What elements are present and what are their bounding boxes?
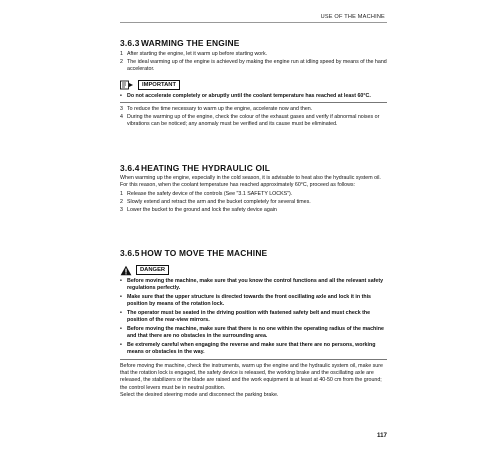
danger-notice: [120, 264, 169, 276]
step-text: The ideal warming up of the engine is achieved by making the engine run at idling speed by means of the hand accelerator.: [127, 59, 387, 73]
danger-bullet: [120, 342, 387, 356]
section-number: 3.6.3: [120, 38, 140, 48]
danger-bullet: [120, 326, 387, 340]
danger-bullet: [120, 278, 387, 292]
danger-bullet: [120, 310, 387, 324]
important-bullet: [120, 93, 387, 100]
step-text: Release the safety device of the controls (See "3.1 SAFETY LOCKS").: [127, 191, 293, 197]
bullet-icon: •: [120, 278, 122, 284]
important-label: IMPORTANT: [138, 80, 180, 90]
section-heading-move-machine: [120, 248, 267, 258]
step-item: [120, 191, 387, 198]
section-number: 3.6.5: [120, 248, 140, 258]
step-item: [120, 59, 387, 73]
step-item: [120, 199, 387, 206]
step-text: Slowly extend and retract the arm and the bucket completely for several times.: [127, 199, 311, 205]
step-item: [120, 207, 387, 214]
danger-text: Make sure that the upper structure is directed towards the front oscillating axle and lock it in this position by means of the rotation lock.: [127, 294, 372, 308]
bullet-icon: •: [120, 93, 122, 99]
section-number: 3.6.4: [120, 163, 140, 173]
section-title: WARMING THE ENGINE: [141, 38, 240, 48]
danger-text: Before moving the machine, make sure that you know the control functions and all the relevant safety regulations perfectly.: [127, 278, 384, 292]
danger-bullet: [120, 294, 387, 308]
step-text: During the warming up of the engine, check the colour of the exhaust gases and verify if abnormal noises or vibrations can be noticed; any anomaly must be verified and its cause must be eliminated.: [127, 114, 380, 128]
section-title: HOW TO MOVE THE MACHINE: [141, 248, 268, 258]
section-heading-heating-oil: [120, 163, 270, 173]
header-rule: [120, 22, 387, 23]
danger-text: Be extremely careful when engaging the reverse and make sure that there are no persons, working means or obstacles in the way.: [127, 342, 376, 356]
bullet-icon: •: [120, 294, 122, 300]
section-body: Before moving the machine, check the instruments, warm up the engine and the hydraulic system oil, make sure that the rotation lock is engaged, the safety device is released, the working brake and the oscillating axle are released, the stabilizers or the blade are raised and the work equipment is at least at 40-50 cm from the ground; the control levers must be in neutral position.: [120, 363, 383, 391]
step-number: 1: [120, 191, 123, 197]
step-item: [120, 114, 387, 128]
section-last-line: Select the desired steering mode and disconnect the parking brake.: [120, 392, 279, 398]
step-number: 3: [120, 106, 123, 112]
section-intro: When warming up the engine, especially in the cold season, it is advisable to heat also the hydraulic system oil. For this reason, when the coolant temperature has reached approximately 60°C, proceed as follows:: [120, 175, 381, 189]
step-text: After starting the engine, let it warm up before starting work.: [127, 51, 268, 57]
step-number: 4: [120, 114, 123, 120]
danger-label: DANGER: [136, 265, 169, 275]
important-text: Do not accelerate completely or abruptly until the coolant temperature has reached at least 60°C.: [127, 93, 371, 99]
step-number: 1: [120, 51, 123, 57]
pointing-hand-icon: [120, 80, 134, 90]
warning-triangle-icon: [120, 265, 132, 276]
step-text: To reduce the time necessary to warm up the engine, accelerate now and then.: [127, 106, 313, 112]
danger-text: Before moving the machine, make sure that there is no one within the operating radius of the machine and that there are no obstacles in the surrounding area.: [127, 326, 384, 340]
section-title: HEATING THE HYDRAULIC OIL: [141, 163, 271, 173]
step-text: Lower the bucket to the ground and lock the safety device again: [127, 207, 277, 213]
step-number: 2: [120, 199, 123, 205]
bullet-icon: •: [120, 326, 122, 332]
notice-rule: [120, 102, 387, 103]
page-number: 117: [377, 432, 387, 439]
notice-rule: [120, 359, 387, 360]
danger-text: The operator must be seated in the driving position with fastened safety belt and must check the position of the rear-view mirrors.: [127, 310, 371, 324]
bullet-icon: •: [120, 342, 122, 348]
running-header: USE OF THE MACHINE: [320, 14, 385, 20]
step-item: [120, 106, 387, 113]
step-number: 3: [120, 207, 123, 213]
step-number: 2: [120, 59, 123, 65]
bullet-icon: •: [120, 310, 122, 316]
important-notice: [120, 79, 180, 91]
section-heading-warming-engine: [120, 38, 240, 48]
step-item: [120, 51, 387, 58]
